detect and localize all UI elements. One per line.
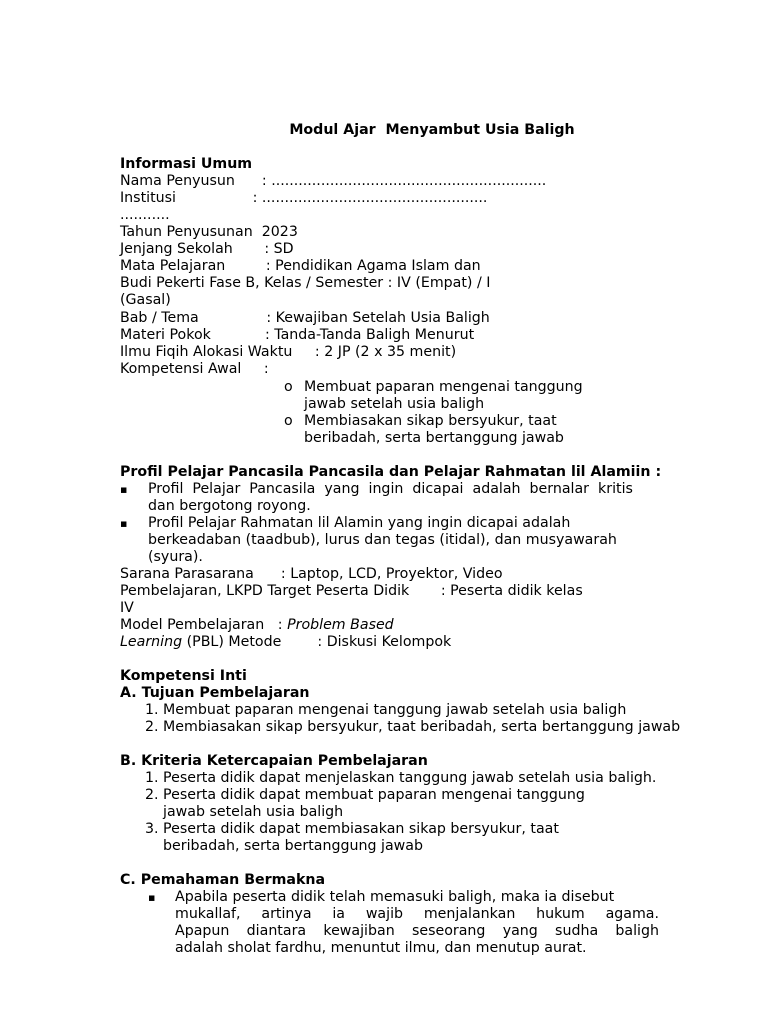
kompetensi-awal-item-1b: jawab setelah usia baligh	[304, 396, 485, 412]
list-bullet: o	[284, 413, 293, 429]
pemahaman-line-2: mukallaf, artinya ia wajib menjalankan hukum agama.	[175, 906, 659, 922]
pemahaman-line-1: Apabila peserta didik telah memasuki baligh, maka ia disebut	[175, 889, 615, 905]
profil-item-1a: Profil Pelajar Pancasila yang ingin dicapai adalah bernalar kritis	[148, 481, 633, 497]
section-heading-informasi: Informasi Umum	[120, 156, 253, 172]
kompetensi-awal-item-2a: Membiasakan sikap bersyukur, taat	[304, 413, 557, 429]
pemahaman-line-3: Apapun diantara kewajiban seseorang yang sudha baligh	[175, 923, 659, 939]
mata-pelajaran-3: (Gasal)	[120, 292, 171, 308]
square-bullet-icon: ▪	[148, 891, 156, 904]
mata-pelajaran-1: Mata Pelajaran : Pendidikan Agama Islam dan	[120, 258, 481, 274]
model-value-cont: Learning	[120, 634, 183, 650]
section-heading-tujuan: A. Tujuan Pembelajaran	[120, 685, 310, 701]
institusi: Institusi : ..................................................	[120, 190, 488, 206]
bab-tema: Bab / Tema : Kewajiban Setelah Usia Baligh	[120, 310, 490, 326]
section-heading-pemahaman: C. Pemahaman Bermakna	[120, 872, 326, 888]
jenjang-sekolah: Jenjang Sekolah : SD	[120, 241, 294, 257]
model-metode	[120, 634, 451, 651]
profil-item-2b: berkeadaban (taadbub), lurus dan tegas (itidal), dan musyawarah	[148, 532, 617, 548]
kompetensi-awal-item-1a: Membuat paparan mengenai tanggung	[304, 379, 583, 395]
dots-line: ...........	[120, 207, 170, 223]
mata-pelajaran-2: Budi Pekerti Fase B, Kelas / Semester : IV (Empat) / I	[120, 275, 491, 291]
model-value: Problem Based	[287, 617, 394, 633]
sarana-1: Sarana Parasarana : Laptop, LCD, Proyektor, Video	[120, 566, 503, 582]
sarana-2: Pembelajaran, LKPD Target Peserta Didik : Peserta didik kelas	[120, 583, 583, 599]
square-bullet-icon: ▪	[120, 517, 128, 530]
pemahaman-line-4: adalah sholat fardhu, menuntut ilmu, dan menutup aurat.	[175, 940, 587, 956]
kriteria-item-3a: 3. Peserta didik dapat membiasakan sikap bersyukur, taat	[145, 821, 559, 837]
kompetensi-awal-item-2b: beribadah, serta bertanggung jawab	[304, 430, 564, 446]
section-heading-profil: Profil Pelajar Pancasila Pancasila dan Pelajar Rahmatan lil Alamiin :	[120, 464, 662, 480]
page-title: Modul Ajar Menyambut Usia Baligh	[289, 122, 575, 138]
profil-item-1b: dan bergotong royong.	[148, 498, 311, 514]
list-bullet: o	[284, 379, 293, 395]
nama-penyusun: Nama Penyusun : .............................................................	[120, 173, 547, 189]
tujuan-item-1: 1. Membuat paparan mengenai tanggung jawab setelah usia baligh	[145, 702, 627, 718]
model-label: Model Pembelajaran :	[120, 617, 288, 633]
metode-text: (PBL) Metode : Diskusi Kelompok	[182, 634, 452, 650]
model-pembelajaran	[120, 617, 394, 634]
sarana-3: IV	[120, 600, 134, 616]
kriteria-item-1: 1. Peserta didik dapat menjelaskan tanggung jawab setelah usia baligh.	[145, 770, 657, 786]
tujuan-item-2: 2. Membiasakan sikap bersyukur, taat beribadah, serta bertanggung jawab	[145, 719, 681, 735]
kriteria-item-3b: beribadah, serta bertanggung jawab	[145, 838, 423, 854]
profil-item-2c: (syura).	[148, 549, 203, 565]
section-heading-kompetensi-inti: Kompetensi Inti	[120, 668, 247, 684]
square-bullet-icon: ▪	[120, 483, 128, 496]
kriteria-item-2a: 2. Peserta didik dapat membuat paparan mengenai tanggung	[145, 787, 585, 803]
kompetensi-awal: Kompetensi Awal :	[120, 361, 269, 377]
ilmu-alokasi: Ilmu Fiqih Alokasi Waktu : 2 JP (2 x 35 menit)	[120, 344, 457, 360]
profil-item-2a: Profil Pelajar Rahmatan lil Alamin yang ingin dicapai adalah	[148, 515, 571, 531]
kriteria-item-2b: jawab setelah usia baligh	[145, 804, 344, 820]
materi-pokok: Materi Pokok : Tanda-Tanda Baligh Menurut	[120, 327, 475, 343]
tahun-penyusunan: Tahun Penyusunan 2023	[120, 224, 298, 240]
section-heading-kriteria: B. Kriteria Ketercapaian Pembelajaran	[120, 753, 428, 769]
